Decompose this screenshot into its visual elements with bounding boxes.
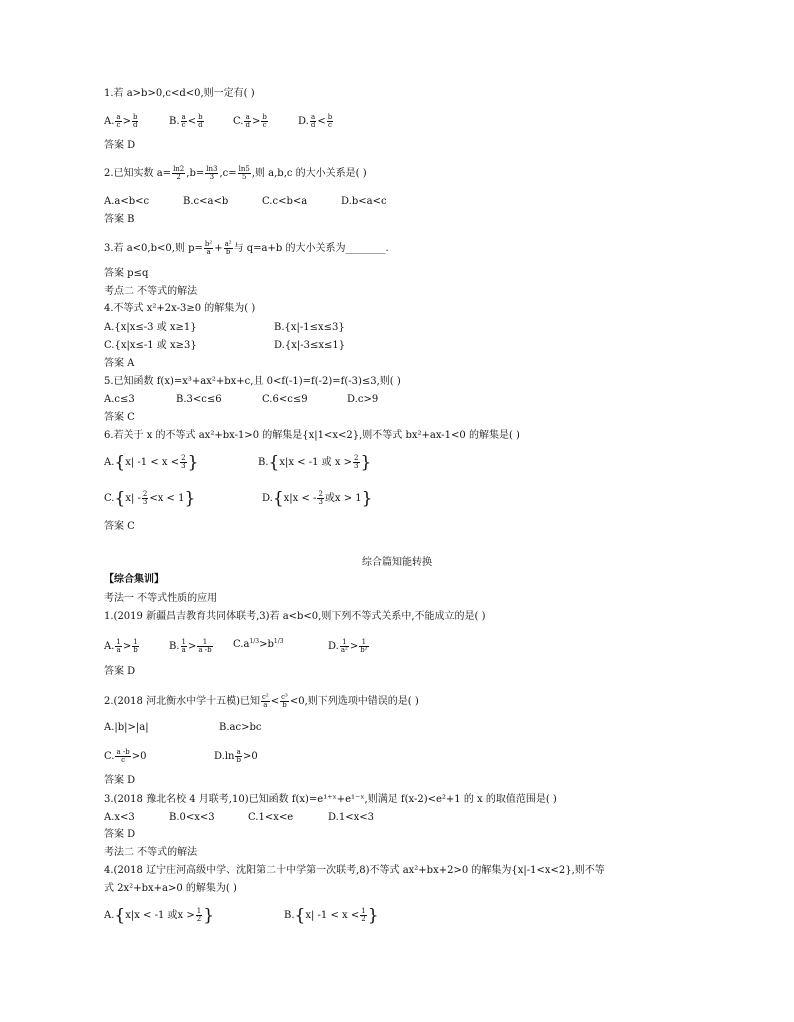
q5-option-d: D.c>9 xyxy=(347,394,379,405)
c3-stem: 3.(2018 豫北名校 4 月联考,10)已知函数 f(x)=e¹⁺ˣ+e¹⁻ˣ,则满足 f(x-2)<e²+1 的 x 的取值范围是( ) xyxy=(104,794,557,805)
c4-option-b: B.{x| -1 < x < $\frac{1}{2}$ } xyxy=(284,905,379,926)
q2-option-b: B.c<a<b xyxy=(183,196,229,207)
q5-option-b: B.3<c≤6 xyxy=(176,394,222,405)
q2-option-a: A.a<b<c xyxy=(104,196,150,207)
q1-option-a: A. $\frac{a}{c}$ > $\frac{b}{d}$ xyxy=(104,113,138,129)
q5-answer: 答案 C xyxy=(104,412,135,423)
c3-answer: 答案 D xyxy=(104,829,136,840)
c1-option-c: $C.a^{1/3}>b^{1/3}$ xyxy=(233,638,284,650)
section-title: 综合篇知能转换 xyxy=(362,557,432,568)
c4-stem-line1: 4.(2018 辽宁庄河高级中学、沈阳第二十中学第一次联考,8)不等式 ax²+bx+2>0 的解集为{x|-1<x<2},则不等 xyxy=(104,865,605,876)
q4-option-d: D.{x|-3≤x≤1} xyxy=(274,340,346,351)
q2-option-d: D.b<a<c xyxy=(341,196,387,207)
q5-option-a: A.c≤3 xyxy=(104,394,135,405)
q6-option-b: B.{x|x < -1 或 x > $\frac{2}{3}$ } xyxy=(258,452,372,473)
q6-stem: 6.若关于 x 的不等式 ax²+bx-1>0 的解集是{x|1<x<2},则不等式 bx²+ax-1<0 的解集是( ) xyxy=(104,430,520,441)
c1-option-b: B. $\frac{1}{a}$ > $\frac{1}{a -b}$ xyxy=(169,638,212,654)
c3-option-b: B.0<x<3 xyxy=(169,812,215,823)
q6-option-d: D.{x|x < - $\frac{2}{3}$ 或x > 1} xyxy=(262,488,373,509)
q3-answer: 答案 p≤q xyxy=(104,268,149,279)
q1-option-c: C. $\frac{a}{d}$ > $\frac{b}{c}$ xyxy=(233,113,267,129)
q6-option-a: A.{x| -1 < x < $\frac{2}{3}$ } xyxy=(104,452,199,473)
q5-stem: 5.已知函数 f(x)=x³+ax²+bx+c,且 0<f(-1)=f(-2)=f(-3)≤3,则( ) xyxy=(104,376,401,387)
c2-stem: 2.(2018 河北衡水中学十五模)已知 $\frac{\text{c²}}{a}$ < $\frac{\text{c³}}{b}$ <0,则下列选项中错误的是( ) xyxy=(104,693,419,709)
section-heading-2: 考点二 不等式的解法 xyxy=(104,286,198,297)
c1-option-d: D. $\frac{1}{\text{a²}}$ > $\frac{1}{\text{b²}}$ xyxy=(328,638,368,654)
c2-option-b: B.ac>bc xyxy=(219,722,262,733)
q4-option-b: B.{x|-1≤x≤3} xyxy=(274,322,345,333)
q4-option-c: C.{x|x≤-1 或 x≥3} xyxy=(104,340,197,351)
q1-option-b: B. $\frac{a}{c}$ < $\frac{b}{d}$ xyxy=(169,113,203,129)
c2-option-c: C. $\frac{a -b}{c}$ >0 xyxy=(104,748,147,764)
c3-option-a: A.x<3 xyxy=(104,812,135,823)
c1-stem: 1.(2019 新疆昌吉教育共同体联考,3)若 a<b<0,则下列不等式关系中,不能成立的是( ) xyxy=(104,611,486,622)
q1-answer: 答案 D xyxy=(104,140,136,151)
c1-answer: 答案 D xyxy=(104,666,136,677)
q1-option-d: D. $\frac{a}{d}$ < $\frac{b}{c}$ xyxy=(298,113,333,129)
q6-answer: 答案 C xyxy=(104,521,135,532)
q5-option-c: C.6<c≤9 xyxy=(262,394,308,405)
q2-option-c: C.c<b<a xyxy=(262,196,308,207)
c4-stem-line2: 式 2x²+bx+a>0 的解集为( ) xyxy=(104,883,237,894)
c4-option-a: A.{x|x < -1 或x > $\frac{1}{2}$ } xyxy=(104,905,215,926)
c2-option-a: A.|b|>|a| xyxy=(104,722,149,733)
q3-stem: 3.若 a<0,b<0,则 p= $\frac{\text{b²}}{a}$ + $\frac{\text{a²}}{b}$ 与 q=a+b 的大小关系为________. xyxy=(104,240,389,256)
method-heading-2: 考法二 不等式的解法 xyxy=(104,847,198,858)
q2-stem: 2.已知实数 a= $\frac{\ln 2}{2}$ ,b= $\frac{\ln 3}{3}$ ,c= $\frac{\ln 5}{5}$ ,则 a,b,c 的大小关系是( ) xyxy=(104,165,367,181)
c1-option-a: A. $\frac{1}{a}$ > $\frac{1}{b}$ xyxy=(104,638,138,654)
q4-stem: 4.不等式 x²+2x-3≥0 的解集为( ) xyxy=(104,303,256,314)
c3-option-c: C.1<x<e xyxy=(248,812,294,823)
c2-answer: 答案 D xyxy=(104,775,136,786)
q1-stem: 1.若 a>b>0,c<d<0,则一定有( ) xyxy=(104,88,255,99)
q4-option-a: A.{x|x≤-3 或 x≥1} xyxy=(104,322,197,333)
q6-option-c: C.{x| - $\frac{2}{3}$ <x < 1} xyxy=(104,488,196,509)
q2-answer: 答案 B xyxy=(104,214,135,225)
c3-option-d: D.1<x<3 xyxy=(328,812,374,823)
c2-option-d: D.ln $\frac{a}{b}$ >0 xyxy=(214,748,258,764)
q4-answer: 答案 A xyxy=(104,358,135,369)
method-heading-1: 考法一 不等式性质的应用 xyxy=(104,593,218,604)
collection-tag: 【综合集训】 xyxy=(104,574,164,585)
